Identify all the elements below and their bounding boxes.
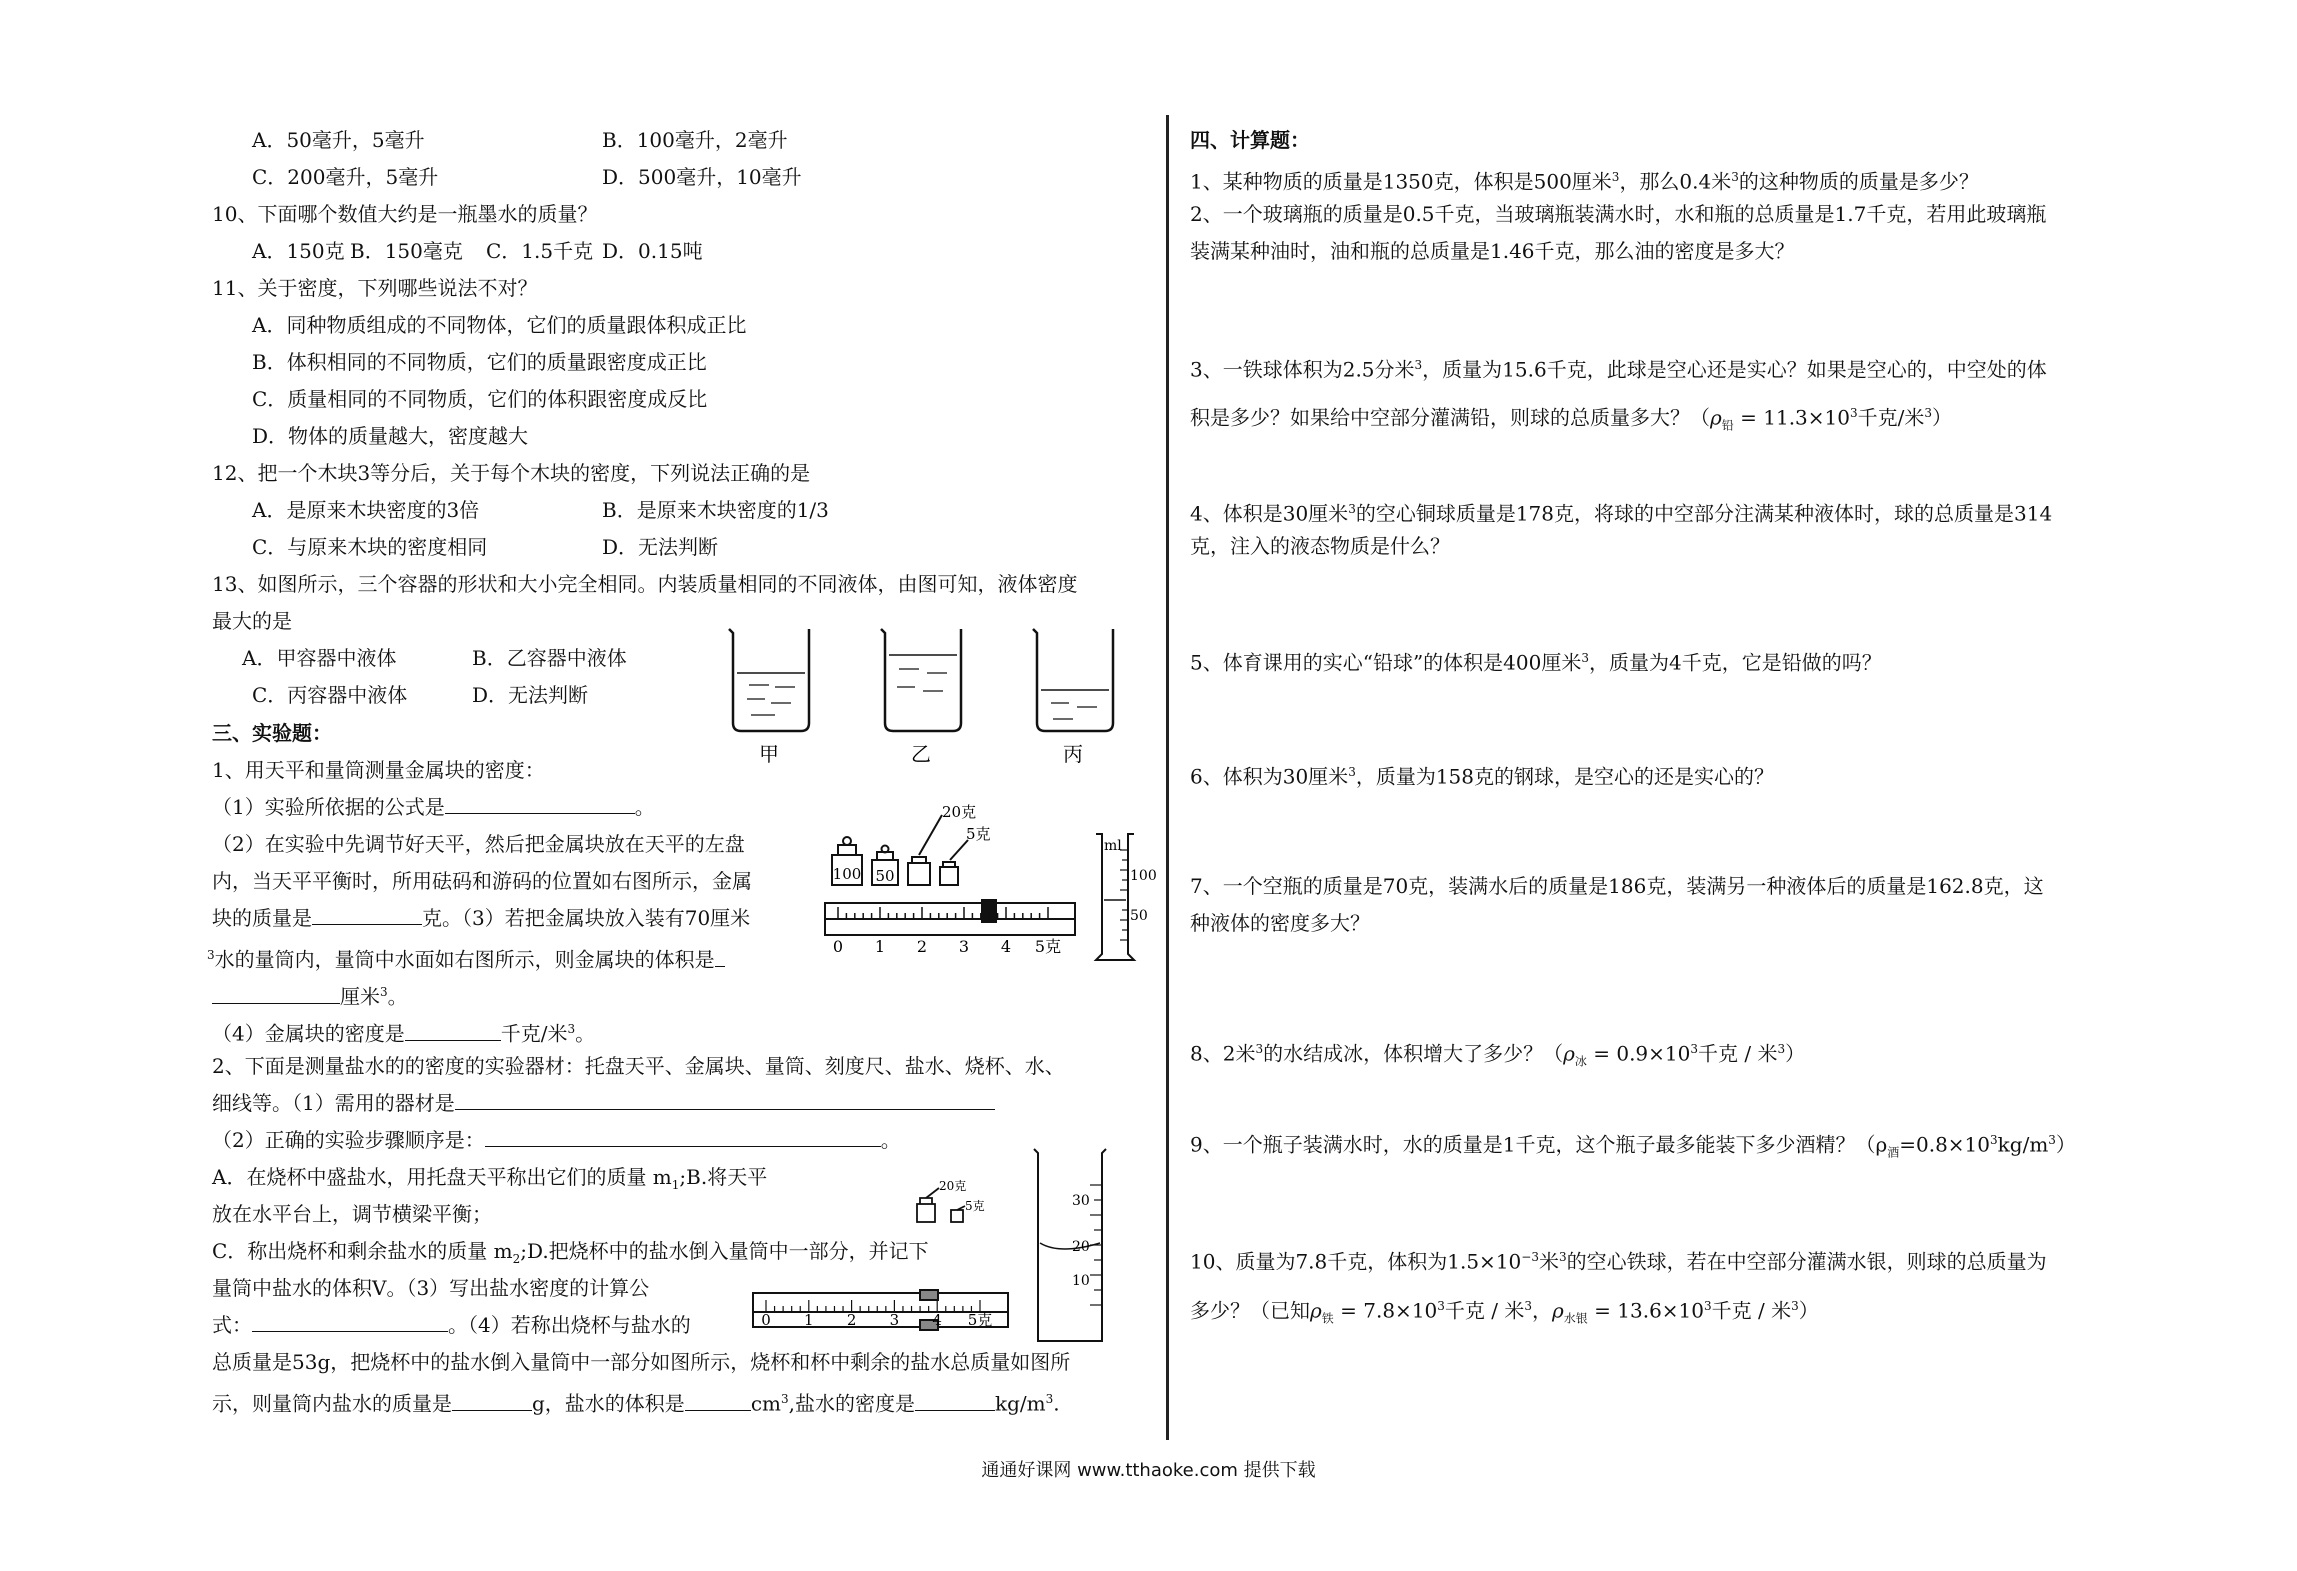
exp2-density-blank[interactable] bbox=[915, 1390, 995, 1411]
page-footer: 通通好课网 www.tthaoke.com 提供下载 bbox=[981, 1460, 1316, 1481]
calc10-line2: 多少？（已知$\rho_铁 = 7.8\times 10^3$千克 / 米$^3$，$\rho_{水银} = 13.6\times 10^3$千克 / 米$^3$） bbox=[1190, 1298, 1819, 1326]
cylinder2-30-label: 30 bbox=[1072, 1193, 1090, 1209]
q13-options-row2 bbox=[252, 681, 588, 709]
exp1-q1 bbox=[212, 793, 655, 821]
beaker-jia bbox=[729, 629, 809, 731]
exp2-mass-blank[interactable] bbox=[452, 1390, 532, 1411]
q11-option-c: C．质量相同的不同物质，它们的体积跟密度成反比 bbox=[252, 387, 708, 411]
exp1-q3-label: 克。（3）若把金属块放入装有70厘米 bbox=[422, 906, 751, 930]
q12-option-a: A．是原来木块密度的3倍 bbox=[252, 498, 480, 522]
q12-options-row1 bbox=[200, 496, 829, 524]
exp2-line7: 量筒中盐水的体积V。（3）写出盐水密度的计算公 bbox=[212, 1276, 650, 1300]
exp1-volume-blank-start[interactable] bbox=[715, 946, 725, 967]
exp1-mass-blank[interactable] bbox=[312, 904, 422, 925]
calc7-line1: 7、一个空瓶的质量是70克，装满水后的质量是186克，装满另一种液体后的质量是162.8克，这 bbox=[1190, 874, 2044, 898]
q13-option-b: B．乙容器中液体 bbox=[472, 646, 627, 670]
column-divider bbox=[1166, 115, 1169, 1440]
exp2-line8 bbox=[212, 1311, 691, 1339]
ruler-label: 0 bbox=[832, 937, 844, 956]
calc1: 1、某种物质的质量是1350克，体积是500厘米$^3$，那么0.4米$^3$的这种物质的质量是多少？ bbox=[1190, 169, 1979, 194]
calc6: 6、体积为30厘米$^3$，质量为158克的钢球，是空心的还是实心的？ bbox=[1190, 764, 1775, 789]
exp1-q1-end: 。 bbox=[634, 795, 655, 819]
calc10-line1: 10、质量为7.8千克，体积为$1.5\times 10^{-3}$米$^3$的空心铁球，若在中空部分灌满水银，则球的总质量为 bbox=[1190, 1249, 2047, 1274]
exp1-q1-label: （1）实验所依据的公式是 bbox=[212, 795, 445, 819]
ruler-label: 4 bbox=[932, 1311, 942, 1329]
beaker-label-bing: 丙 bbox=[1063, 742, 1083, 766]
calc3-line2: 积是多少？如果给中空部分灌满铅，则球的总质量多大？（$\rho_铅 = 11.3\times 10^3$千克/米$^3$） bbox=[1190, 405, 1953, 433]
exp2-formula-label: 式： bbox=[212, 1313, 252, 1337]
ruler-label: 3 bbox=[958, 937, 970, 956]
exp1-density-blank[interactable] bbox=[405, 1020, 501, 1041]
exp1-volume-text: 水的量筒内，量筒中水面如右图所示，则金属块的体积是 bbox=[214, 947, 715, 972]
q13-option-c: C．丙容器中液体 bbox=[252, 683, 408, 707]
weight-20-label: 20克 bbox=[942, 803, 977, 821]
q13-option-d: D．无法判断 bbox=[472, 683, 589, 707]
exp1-volume-unit-sup: 3 bbox=[380, 985, 388, 999]
cylinder-unit-label: ml bbox=[1104, 838, 1122, 854]
ruler-label: 1 bbox=[804, 1311, 814, 1329]
ruler-figure-2 bbox=[748, 1288, 1018, 1338]
exp1-density-unit: 千克/米 bbox=[500, 1021, 568, 1046]
exp2-equipment-blank[interactable] bbox=[455, 1089, 995, 1110]
beaker-bing bbox=[1033, 629, 1113, 731]
exp1-q4: （4）金属块的密度是 千克/米$^3$。 bbox=[212, 1021, 596, 1046]
exp2-density-label: ,盐水的密度是 bbox=[788, 1391, 915, 1416]
exp2-mass-label: 示，则量筒内盐水的质量是 bbox=[212, 1391, 452, 1416]
exp2-line5: 放在水平台上，调节横梁平衡； bbox=[212, 1202, 492, 1226]
q11-text: 11、关于密度，下列哪些说法不对？ bbox=[212, 276, 538, 300]
q12-text: 12、把一个木块3等分后，关于每个木块的密度，下列说法正确的是 bbox=[212, 461, 811, 485]
weight-5-label: 5克 bbox=[966, 825, 991, 843]
exp2-steps-label: （2）正确的实验步骤顺序是： bbox=[212, 1128, 485, 1152]
q12-option-c: C．与原来木块的密度相同 bbox=[252, 535, 488, 559]
exp1-q2-line4 bbox=[207, 941, 725, 974]
exp1-density-label: （4）金属块的密度是 bbox=[212, 1021, 405, 1046]
ruler-label: 2 bbox=[916, 937, 928, 956]
cylinder2-10-label: 10 bbox=[1072, 1273, 1090, 1289]
ruler-label: 1 bbox=[874, 937, 886, 956]
beaker-label-jia: 甲 bbox=[759, 742, 779, 766]
exp1-q2-line5: 厘米$^3$。 bbox=[212, 978, 408, 1011]
exp2-q4-label: 。（4）若称出烧杯与盐水的 bbox=[448, 1313, 691, 1337]
weight2-5-label: 5克 bbox=[965, 1199, 985, 1213]
exp2-line4: A．在烧杯中盛盐水，用托盘天平称出它们的质量 $m_1;B$.将天平 bbox=[212, 1165, 768, 1192]
q9-option-d: D．500毫升，10毫升 bbox=[602, 165, 802, 189]
exp1-text: 1、用天平和量筒测量金属块的密度： bbox=[212, 758, 545, 782]
ruler-label: 4 bbox=[1000, 937, 1012, 956]
cylinder-50-label: 50 bbox=[1130, 908, 1148, 924]
q13-text-line1: 13、如图所示，三个容器的形状和大小完全相同。内装质量相同的不同液体，由图可知，液体密度 bbox=[212, 572, 1078, 596]
section-3-heading: 三、实验题： bbox=[212, 721, 332, 745]
calc4-line2: 克，注入的液态物质是什么？ bbox=[1190, 534, 1450, 558]
q10-option-d: D．0.15吨 bbox=[602, 239, 703, 263]
q9-option-c: C．200毫升，5毫升 bbox=[252, 165, 439, 189]
q10-text: 10、下面哪个数值大约是一瓶墨水的质量？ bbox=[212, 202, 598, 226]
q10-option-a: A．150克 bbox=[252, 239, 345, 263]
q12-option-b: B．是原来木块密度的1/3 bbox=[602, 498, 829, 522]
cylinder2-20-label: 20 bbox=[1072, 1239, 1090, 1255]
exp1-formula-blank[interactable] bbox=[445, 793, 635, 814]
cylinder-figure-1 bbox=[1090, 830, 1160, 965]
q10-option-b: B．150毫克 bbox=[350, 239, 463, 263]
balance-figure bbox=[820, 805, 1090, 960]
exp2-density-unit: kg/m bbox=[994, 1391, 1046, 1416]
exp2-steps-end: 。 bbox=[880, 1128, 901, 1152]
q11-option-a: A．同种物质组成的不同物体，它们的质量跟体积成正比 bbox=[252, 313, 747, 337]
q13-options-row1 bbox=[242, 644, 627, 672]
exp2-volume-unit: cm bbox=[750, 1391, 781, 1416]
ruler-label: 3 bbox=[889, 1311, 900, 1329]
exp2-step-b: ;B.将天平 bbox=[679, 1165, 768, 1189]
q13-text-line2: 最大的是 bbox=[212, 609, 292, 633]
ruler-label: 0 bbox=[761, 1311, 771, 1329]
exp2-equipment-label: 细线等。（1）需用的器材是 bbox=[212, 1091, 455, 1115]
exp2-step-c: C．称出烧杯和剩余盐水的质量 m bbox=[212, 1239, 513, 1263]
beaker-yi bbox=[881, 629, 961, 731]
q9-options-row1 bbox=[200, 126, 788, 154]
q12-options-row2 bbox=[200, 533, 718, 561]
ruler-label: 5克 bbox=[1034, 937, 1062, 956]
exp1-mass-label: 块的质量是 bbox=[212, 906, 312, 930]
calc4-line1: 4、体积是30厘米$^3$的空心铜球质量是178克，将球的中空部分注满某种液体时，球的总质量是314 bbox=[1190, 501, 2053, 526]
exp2-line1: 2、下面是测量盐水的的密度的实验器材：托盘天平、金属块、量筒、刻度尺、盐水、烧杯、水、 bbox=[212, 1054, 1065, 1078]
calc9: 9、一个瓶子装满水时，水的质量是1千克，这个瓶子最多能装下多少酒精？$(\rho_酒=0.8\times 10^3kg/m^3)$ bbox=[1190, 1132, 2076, 1160]
exp2-line6: C．称出烧杯和剩余盐水的质量 $m_2;D$.把烧杯中的盐水倒入量筒中一部分，并记下 bbox=[212, 1239, 929, 1266]
exp2-formula-blank[interactable] bbox=[252, 1311, 448, 1332]
calc3-line1: 3、一铁球体积为2.5分米$^3$，质量为15.6千克，此球是空心还是实心？如果是空心的，中空处的体 bbox=[1190, 357, 2047, 382]
weight-5 bbox=[940, 867, 958, 885]
weight-20 bbox=[908, 863, 930, 885]
ruler-label: 5克 bbox=[967, 1311, 993, 1329]
weights-figure-2 bbox=[905, 1180, 995, 1235]
exp2-step-d: ;D.把烧杯中的盐水倒入量筒中一部分，并记下 bbox=[520, 1239, 929, 1263]
calc2-line2: 装满某种油时，油和瓶的总质量是1.46千克，那么油的密度是多大？ bbox=[1190, 239, 1795, 263]
beakers-figure bbox=[725, 625, 1155, 765]
exp2-line3 bbox=[212, 1126, 901, 1154]
q12-option-d: D．无法判断 bbox=[602, 535, 719, 559]
q13-option-a: A．甲容器中液体 bbox=[242, 646, 397, 670]
cylinder-100-label: 100 bbox=[1130, 868, 1157, 884]
exp2-line9: 总质量是53g，把烧杯中的盐水倒入量筒中一部分如图所示，烧杯和杯中剩余的盐水总质量如图所 bbox=[212, 1350, 1071, 1374]
q9-options-row2 bbox=[200, 163, 802, 191]
calc2-line1: 2、一个玻璃瓶的质量是0.5千克，当玻璃瓶装满水时，水和瓶的总质量是1.7千克，若用此玻璃瓶 bbox=[1190, 202, 2047, 226]
q10-options bbox=[200, 237, 703, 265]
exp1-q2-line3 bbox=[212, 904, 750, 932]
weight2-20-label: 20克 bbox=[939, 1179, 967, 1193]
calc8: 8、2米$^3$的水结成冰，体积增大了多少？（$\rho_冰 = 0.9\times 10^3$千克 / 米$^3$） bbox=[1190, 1041, 1806, 1069]
cylinder-figure-2 bbox=[1030, 1145, 1110, 1345]
calc5: 5、体育课用的实心“铅球”的体积是400厘米$^3$，质量为4千克，它是铅做的吗？ bbox=[1190, 650, 1882, 675]
q9-option-b: B．100毫升，2毫升 bbox=[602, 128, 788, 152]
exp2-volume-label: g，盐水的体积是 bbox=[532, 1391, 685, 1416]
q10-option-c: C．1.5千克 bbox=[486, 239, 594, 263]
ruler-label: 2 bbox=[846, 1311, 857, 1329]
q11-option-b: B．体积相同的不同物质，它们的质量跟密度成正比 bbox=[252, 350, 707, 374]
exp1-volume-unit: 厘米 bbox=[340, 984, 380, 1009]
weight-100-label: 100 bbox=[832, 865, 862, 883]
beaker-label-yi: 乙 bbox=[911, 742, 931, 766]
exp1-volume-blank[interactable] bbox=[212, 983, 340, 1004]
q11-option-d: D．物体的质量越大，密度越大 bbox=[252, 424, 529, 448]
exp2-steps-blank[interactable] bbox=[485, 1126, 881, 1147]
exp2-volume-blank[interactable] bbox=[685, 1390, 751, 1411]
exp1-cubic-sup: 3 bbox=[207, 948, 215, 962]
weight-50-label: 50 bbox=[875, 867, 895, 885]
exp2-line2 bbox=[212, 1089, 995, 1117]
exp1-q2-line1: （2）在实验中先调节好天平，然后把金属块放在天平的左盘 bbox=[212, 832, 745, 856]
calc7-line2: 种液体的密度多大？ bbox=[1190, 911, 1370, 935]
section-4-heading: 四、计算题： bbox=[1190, 128, 1310, 152]
q9-option-a: A．50毫升，5毫升 bbox=[252, 128, 425, 152]
exp2-step-a: A．在烧杯中盛盐水，用托盘天平称出它们的质量 m bbox=[212, 1165, 672, 1189]
exp1-density-unit-sup: 3 bbox=[567, 1022, 576, 1036]
exp2-line10: 示，则量筒内盐水的质量是 g，盐水的体积是 $cm^3$,盐水的密度是 $kg/m^3$. bbox=[212, 1391, 1060, 1416]
exp1-q2-line2: 内，当天平平衡时，所用砝码和游码的位置如右图所示，金属 bbox=[212, 869, 752, 893]
